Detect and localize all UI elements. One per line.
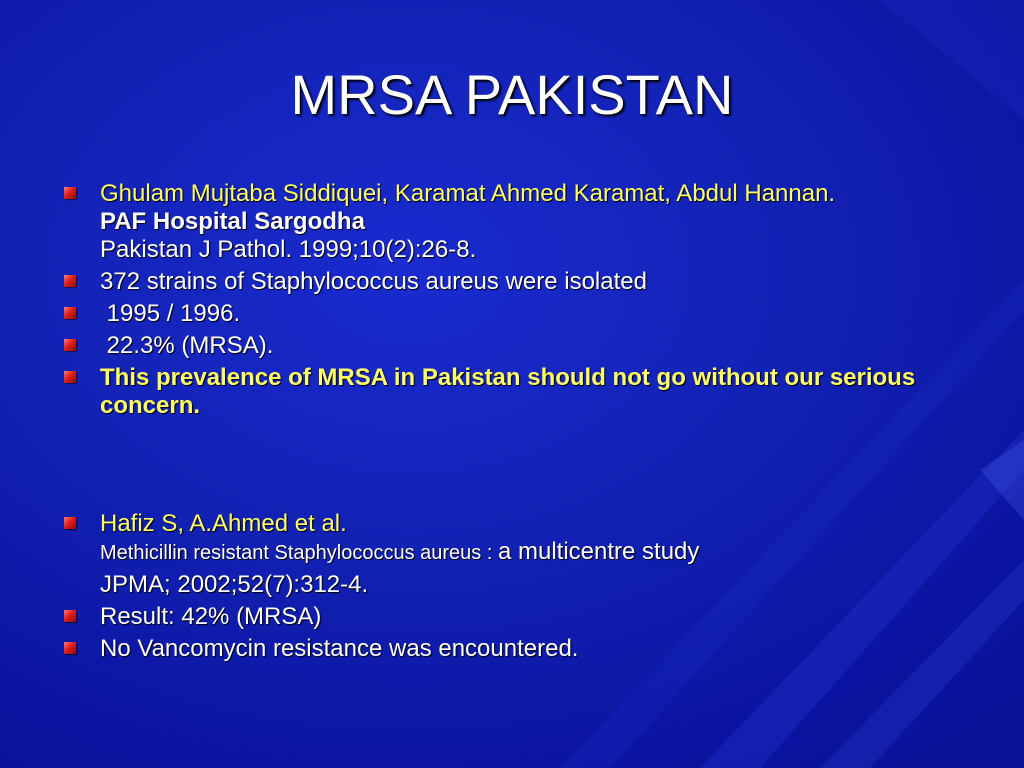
study-title-small: Methicillin resistant Staphylococcus aureus : — [100, 542, 498, 564]
list-item-concern — [60, 364, 980, 420]
authors-2: Hafiz S, A.Ahmed et al. — [100, 510, 347, 537]
result-text: Result: 42% (MRSA) — [100, 603, 322, 630]
slide-title: MRSA PAKISTAN — [290, 63, 734, 126]
list-item-mrsa-percent — [60, 332, 980, 360]
concern-text: This prevalence of MRSA in Pakistan should not go without our serious concern. — [100, 364, 916, 419]
list-item-years — [60, 300, 980, 328]
bullet-icon — [64, 371, 76, 383]
bullet-icon — [64, 275, 76, 287]
bullet-icon — [64, 610, 76, 622]
mrsa-percent-text: 22.3% (MRSA). — [100, 332, 274, 359]
bullet-icon — [64, 307, 76, 319]
vancomycin-text: No Vancomycin resistance was encountered. — [100, 635, 579, 662]
citation-2: JPMA; 2002;52(7):312-4. — [100, 571, 369, 598]
list-item-vancomycin — [60, 635, 980, 663]
citation-1: Pakistan J Pathol. 1999;10(2):26-8. — [100, 236, 477, 263]
bullet-icon — [64, 517, 76, 529]
years-text: 1995 / 1996. — [100, 300, 241, 327]
bullet-icon — [64, 187, 76, 199]
list-item-result — [60, 603, 980, 631]
list-item-strains — [60, 268, 980, 296]
institution: PAF Hospital Sargodha — [100, 208, 365, 235]
list-item-authors-1 — [60, 180, 980, 264]
slide-content — [60, 180, 980, 667]
list-item-authors-2 — [60, 510, 980, 599]
bullet-icon — [64, 339, 76, 351]
study-title-rest: a multicentre study — [497, 538, 700, 565]
authors-1: Ghulam Mujtaba Siddiquei, Karamat Ahmed Karamat, Abdul Hannan. — [100, 180, 836, 207]
bullet-icon — [64, 642, 76, 654]
strains-text: 372 strains of Staphylococcus aureus were isolated — [100, 268, 647, 295]
